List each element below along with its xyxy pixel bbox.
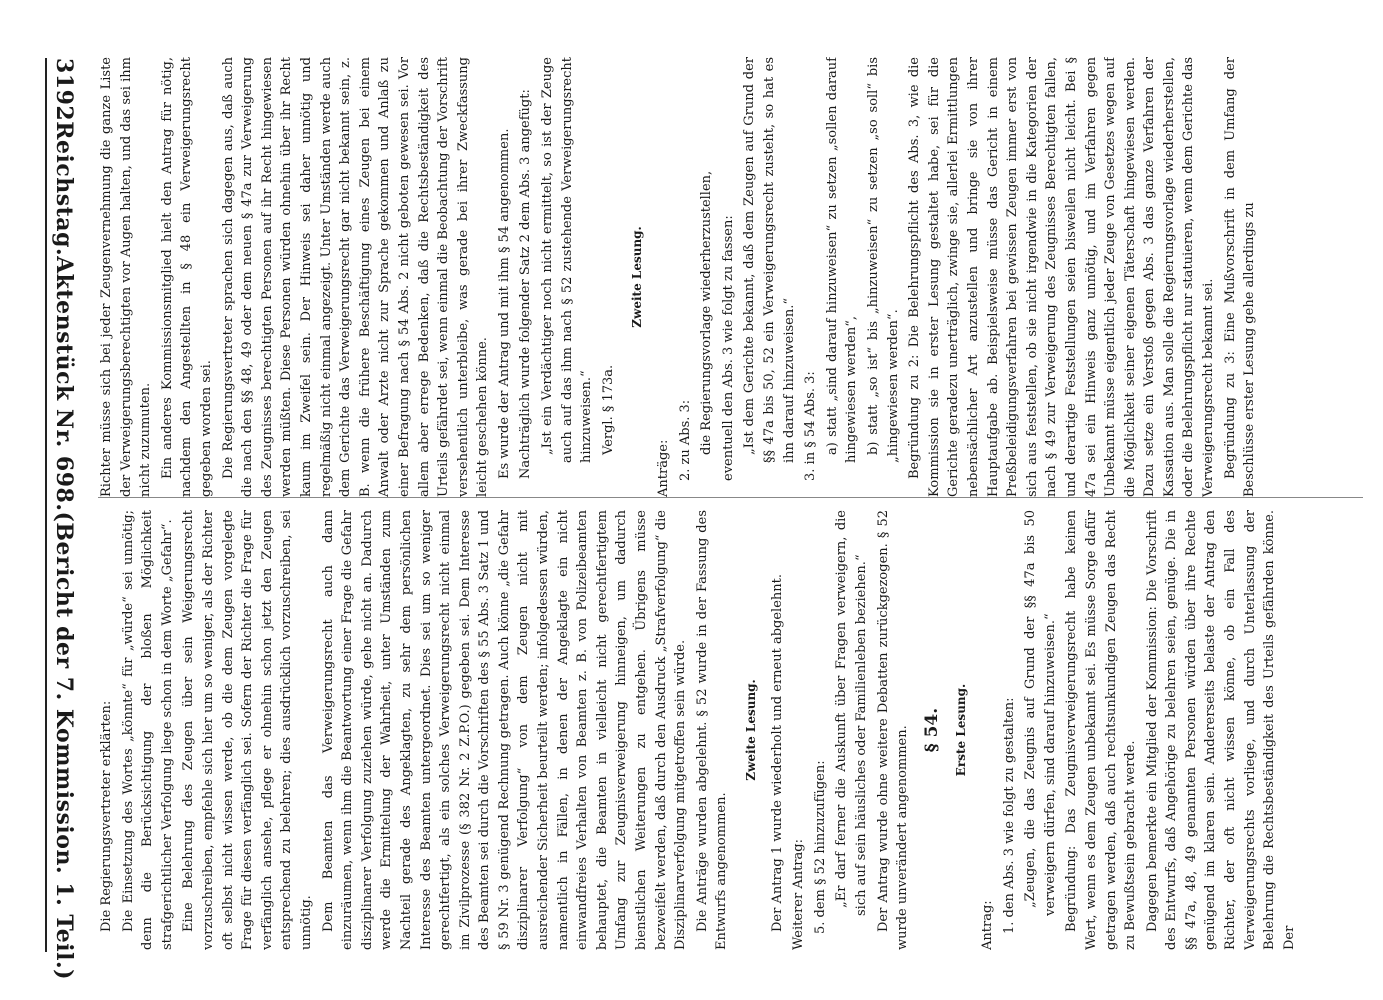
paragraph: Eine Belehrung des Zeugen über sein Weigerungsrecht vorzuschreiben, empfehle sich hier um so weniger, als der Richter oft selbst nicht wissen werde, ob die dem Zeugen vorgelegte Frage für diesen verfänglich sei. Sofern der Richter die Frage für verfänglich ansehe, pflege er ohnehin schon jetzt den Zeugen entsprechend zu belehren; dies ausdrücklich vorzuschreiben, sei unnötig. — [181, 510, 314, 950]
list-item: eventuell den Abs. 3 wie folgt zu fassen: — [720, 215, 736, 481]
list-item: 5. dem § 52 hinzuzufügen: — [812, 760, 828, 934]
quote: „Ist dem Gerichte bekannt, daß dem Zeugen auf Grund der §§ 47a bis 50, 52 ein Verweigerungsrecht zusteht, so hat es ihn darauf hinzuweisen.“ — [742, 57, 797, 463]
paragraph: Die Einsetzung des Wortes „könnte“ für „würde“ sei unnötig; denn die Berücksichtigung der bloßen Möglichkeit strafgerichtlicher Verfolgung liege schon in dem Worte „Gefahr“. — [120, 510, 175, 950]
section-heading: Erste Lesung. — [954, 683, 969, 777]
list-item: 3. in § 54 Abs. 3: — [803, 371, 819, 481]
right-column — [97, 57, 1367, 497]
paragraph: Es wurde der Antrag und mit ihm § 54 angenommen. — [496, 128, 512, 479]
paragraph: Begründung zu 3: Eine Mußvorschrift in dem Umfang der Beschlüsse erster Lesung gehe allerdings zu — [1222, 57, 1258, 497]
paragraph: Ein anderes Kommissionsmitglied hielt den Antrag für nötig, nachdem den Angestellten in § 48 ein Verweigerungsrecht gegeben worden sei. — [159, 57, 214, 497]
quote: „Zeugen, die das Zeugnis auf Grund der §§ 47a bis 50 verweigern dürfen, sind darauf hinzuweisen.“ — [1023, 510, 1058, 916]
list-item: die Regierungsvorlage wiederherzustellen, — [699, 170, 715, 455]
paragraph: Begründung zu 2: Die Belehrungspflicht des Abs. 3, wie die Kommission sie in erster Lesung gestaltet habe, sei für die Gerichte geradezu unerträglich, zwinge sie, allerlei Ermittlungen nebensächlicher Art anzustellen und bringe sie von ihrer Hauptaufgabe ab. Beispielsweise müsse das Gericht in einem Preßbeleidigungsverfahren bei gewissen Zeugen immer erst von sich aus feststellen, ob sie nicht irgendwie in die Kategorien der nach § 49 zur Verweigerung des Zeugnisses Berechtigten fallen, und derartige Feststellungen seien bisweilen nicht leicht. Bei § 47a sei ein Hinweis ganz unnötig, und im Verfahren gegen Unbekannt müsse eigentlich jeder Zeuge von Gesetzes wegen auf die Möglichkeit seiner eigenen Täterschaft hingewiesen werden. Dazu setze ein Verstoß gegen Abs. 3 das ganze Verfahren der Kassation aus. Man solle die Regierungsvorlage wiederherstellen, oder die Belehrungspflicht nur statuieren, wenn dem Gerichte das Verweigerungsrecht bekannt sei. — [907, 57, 1217, 497]
paragraph: Dem Beamten das Verweigerungsrecht auch dann einzuräumen, wenn ihm die Beantwortung einer Frage die Gefahr disziplinarer Verfolgung zuziehen würde, gehe nicht an. Dadurch werde die Ermittelung der Wahrheit, unter Umständen zum Nachteil gerade des Angeklagten, zu sehr dem persönlichen Interesse des Beamten untergeordnet. Dies sei um so weniger gerechtfertigt, als ein solches Verweigerungsrecht nicht einmal im Zivilprozesse (§ 382 Nr. 2 Z.P.O.) gegeben sei. Dem Interesse des Beamten sei durch die Vorschriften des § 55 Abs. 3 Satz 1 und § 59 Nr. 3 genügend Rechnung getragen. Auch könne „die Gefahr disziplinarer Verfolgung“ von dem Zeugen nicht mit ausreichender Sicherheit beurteilt werden; infolgedessen würden, namentlich in Fällen, in denen der Angeklagte ein nicht einwandfreies Verhalten von Beamten z. B. von Polizeibeamten behauptet, die Beamten in vielleicht nicht gerechtfertigtem Umfang zur Zeugnisverweigerung hinneigen, um dadurch bienstlichen Weiterungen zu entgehen. Übrigens müsse bezweifelt werden, daß durch den Ausdruck „Strafverfolgung“ die Disziplinarverfolgung mitgetroffen sein würde. — [320, 510, 689, 950]
paragraph: Nachträglich wurde folgender Satz 2 dem Abs. 3 angefügt: — [518, 89, 534, 479]
header-reichstag: Reichstag. — [51, 121, 77, 257]
section-heading: Zweite Lesung. — [630, 226, 645, 328]
left-column — [97, 510, 1367, 950]
column-separator — [98, 497, 1363, 498]
paragraph: Der Antrag wurde ohne weitere Debatten zurückgezogen. § 52 wurde unverändert angenommen. — [875, 510, 911, 950]
list-item: 2. zu Abs. 3: — [677, 399, 693, 481]
section-number: § 54. — [921, 707, 942, 753]
quote: „Ist ein Verdächtiger noch nicht ermittelt, so ist der Zeuge auch auf das ihm nach § 52 zustehende Verweigerungsrecht hinzuweisen.“ — [540, 57, 595, 463]
paragraph: Begründung: Das Zeugnisverweigerungsrecht habe keinen Wert, wenn es dem Zeugen unbekannt sei. Es müsse Sorge dafür getragen werden, daß auch rechtsunkundigen Zeugen das Recht zu Bewußtsein gebracht werde. — [1064, 510, 1139, 950]
list-item: 1. den Abs. 3 wie folgt zu gestalten: — [1001, 697, 1017, 934]
list-item: b) statt „so ist“ bis „hinzuweisen“ zu setzen „so soll“ bis „hingewiesen werden“. — [865, 57, 901, 463]
header-bericht: (Bericht der 7. Kommission. 1. Teil.) — [51, 511, 77, 981]
list-item: a) statt „sind darauf hinzuweisen“ zu setzen „sollen darauf hingewiesen werden“, — [824, 57, 860, 463]
quote: „Er darf ferner die Auskunft über Fragen verweigern, die sich auf sein häusliches oder Familienleben beziehen.“ — [834, 510, 869, 916]
reference: Vergl. § 173a. — [600, 364, 616, 455]
section-heading: Zweite Lesung. — [744, 679, 758, 781]
paragraph: Die Regierungsvertreter erklärten: — [99, 700, 114, 932]
page-header — [45, 58, 81, 981]
paragraph: Dagegen bemerkte ein Mitglied der Kommission: Die Vorschrift des Entwurfs, daß Angehörige zu belehren seien, genüge. Die in §§ 47a, 48, 49 genannten Personen würden über ihre Rechte genügend im klaren sein. Andererseits belaste der Antrag den Richter, der oft nicht wissen könne, ob ein Fall des Verweigerungsrechts vorliege, und durch Unterlassung der Belehrung die Rechtsbeständigkeit des Urteils gefährden könne. Der — [1144, 510, 1297, 950]
paragraph: Die Anträge wurden abgelehnt. § 52 wurde in der Fassung des Entwurfs angenommen. — [694, 510, 730, 950]
paragraph: Die Regierungsvertreter sprachen sich dagegen aus, daß auch die nach den §§ 48, 49 oder dem neuen § 47a zur Verweigerung des Zeugnisses berechtigten Personen auf ihr Recht hingewiesen werden müßten. Diese Personen würden ohnehin über ihr Recht kaum im Zweifel sein. Der Hinweis sei daher unnötig und regelmäßig nicht einmal angezeigt. Unter Umständen werde auch dem Gerichte das Verweigerungsrecht gar nicht bekannt sein, z. B. wenn die frühere Beschäftigung eines Zeugen bei einem Anwalt oder Arzte nicht zur Sprache gekommen und Anlaß zu einer Befragung nach § 54 Abs. 2 nicht geboten gewesen sei. Vor allem aber errege Bedenken, daß die Rechtsbeständigkeit des Urteils gefährdet sei, wenn einmal die Beobachtung der Vorschrift versehentlich unterbleibe, was gerade bei ihrer Zweckfassung leicht geschehen könne. — [220, 57, 491, 497]
paragraph: Anträge: — [656, 439, 672, 497]
paragraph: Der Antrag 1 wurde wiederholt und erneut abgelehnt. — [769, 574, 785, 932]
paragraph: Weiterer Antrag: — [791, 839, 807, 950]
header-aktenstueck: Aktenstück Nr. 698. — [51, 256, 77, 512]
paragraph: Antrag: — [979, 900, 995, 950]
paragraph: Richter müsse sich bei jeder Zeugenvernehmung die ganze Liste der Verweigerungsberechtigten vor Augen halten, und das sei ihm nicht zuzumuten. — [99, 57, 154, 497]
page-number: 3192 — [51, 58, 77, 122]
